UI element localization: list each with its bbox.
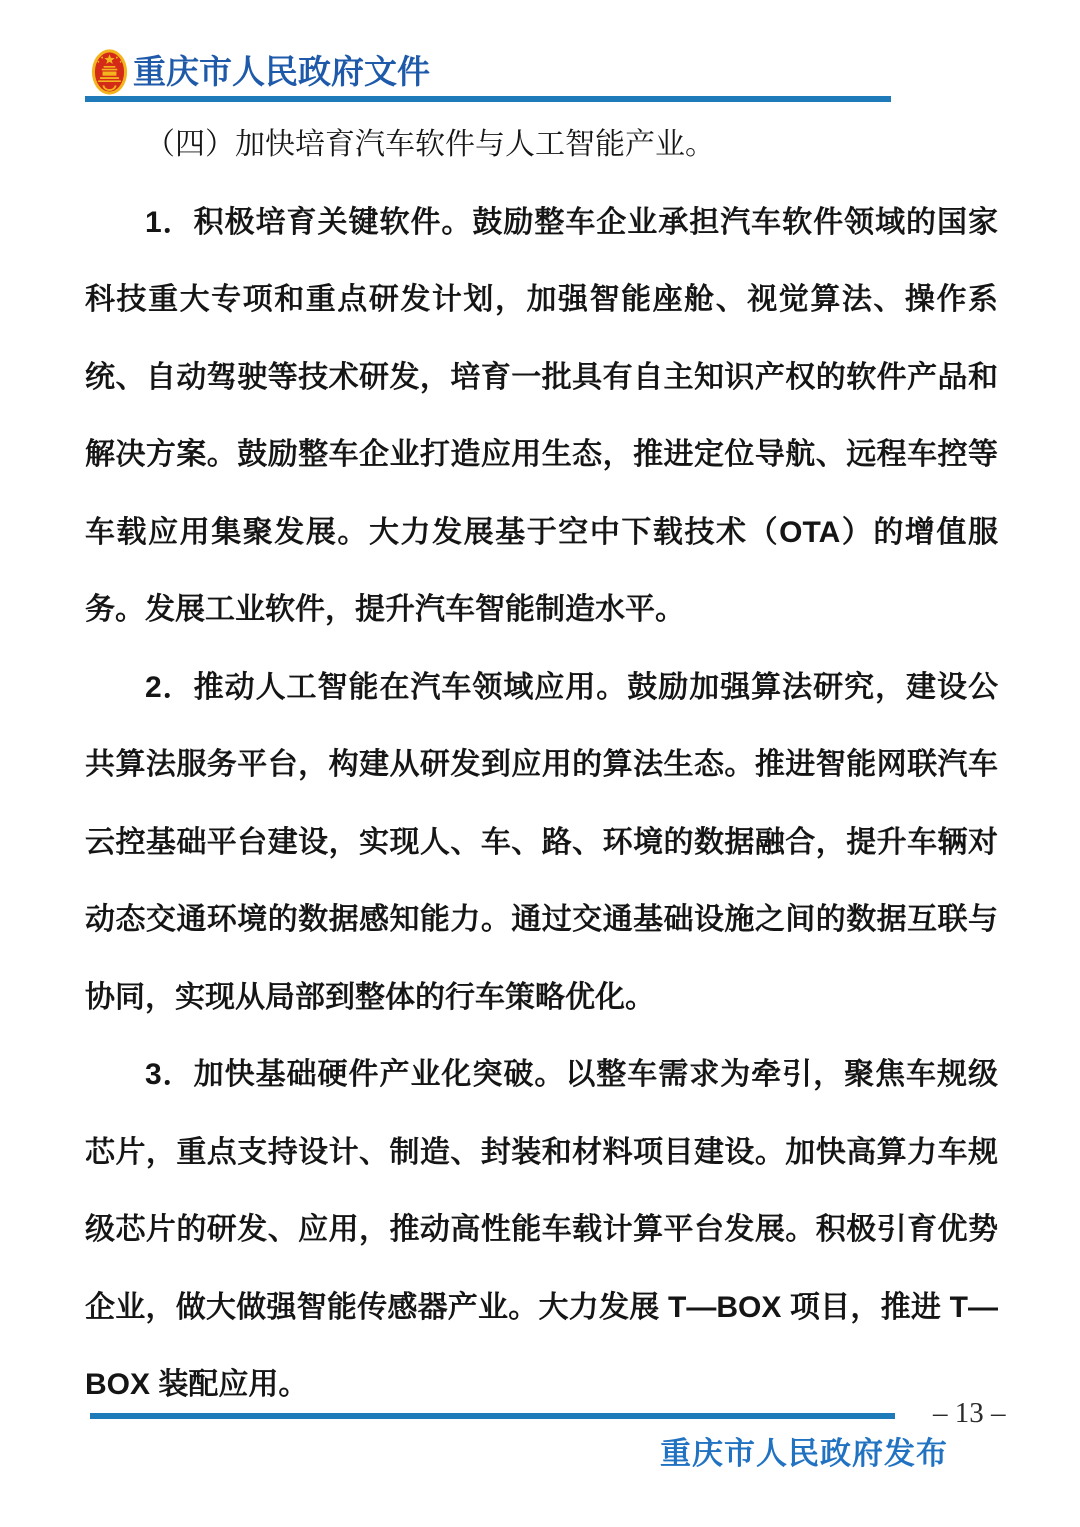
section-heading: （四）加快培育汽车软件与人工智能产业。 xyxy=(145,128,715,161)
header-divider xyxy=(85,96,891,102)
paragraph-key-software: 1．积极培育关键软件。鼓励整车企业承担汽车软件领域的国家科技重大专项和重点研发计划，加强智能座舱、视觉算法、操作系统、自动驾驶等技术研发，培育一批具有自主知识产权的软件产品和解决方案。鼓励整车企业打造应用生态，推进定位导航、远程车控等车载应用集聚发展。大力发展基于空中下载技术（OTA）的增值服务。发展工业软件，提升汽车智能制造水平。 xyxy=(85,205,998,626)
page-number: – 13 – xyxy=(933,1397,1006,1429)
national-emblem-icon xyxy=(91,48,128,96)
paragraph-hardware-industrialization: 3．加快基础硬件产业化突破。以整车需求为牵引，聚焦车规级芯片，重点支持设计、制造、封装和材料项目建设。加快高算力车规级芯片的研发、应用，推动高性能车载计算平台发展。积极引育优势企业，做大做强智能传感器产业。大力发展 T—BOX 项目，推进 T—BOX 装配应用。 xyxy=(85,1058,998,1401)
paragraph-ai-application: 2．推动人工智能在汽车领域应用。鼓励加强算法研究，建设公共算法服务平台，构建从研发到应用的算法生态。推进智能网联汽车云控基础平台建设，实现人、车、路、环境的数据融合，提升车辆对动态交通环境的数据感知能力。通过交通基础设施之间的数据互联与协同，实现从局部到整体的行车策略优化。 xyxy=(85,670,998,1014)
footer-divider xyxy=(90,1413,895,1419)
document-header-title: 重庆市人民政府文件 xyxy=(133,55,430,91)
document-body xyxy=(85,106,998,1424)
publisher-line: 重庆市人民政府发布 xyxy=(660,1436,948,1471)
